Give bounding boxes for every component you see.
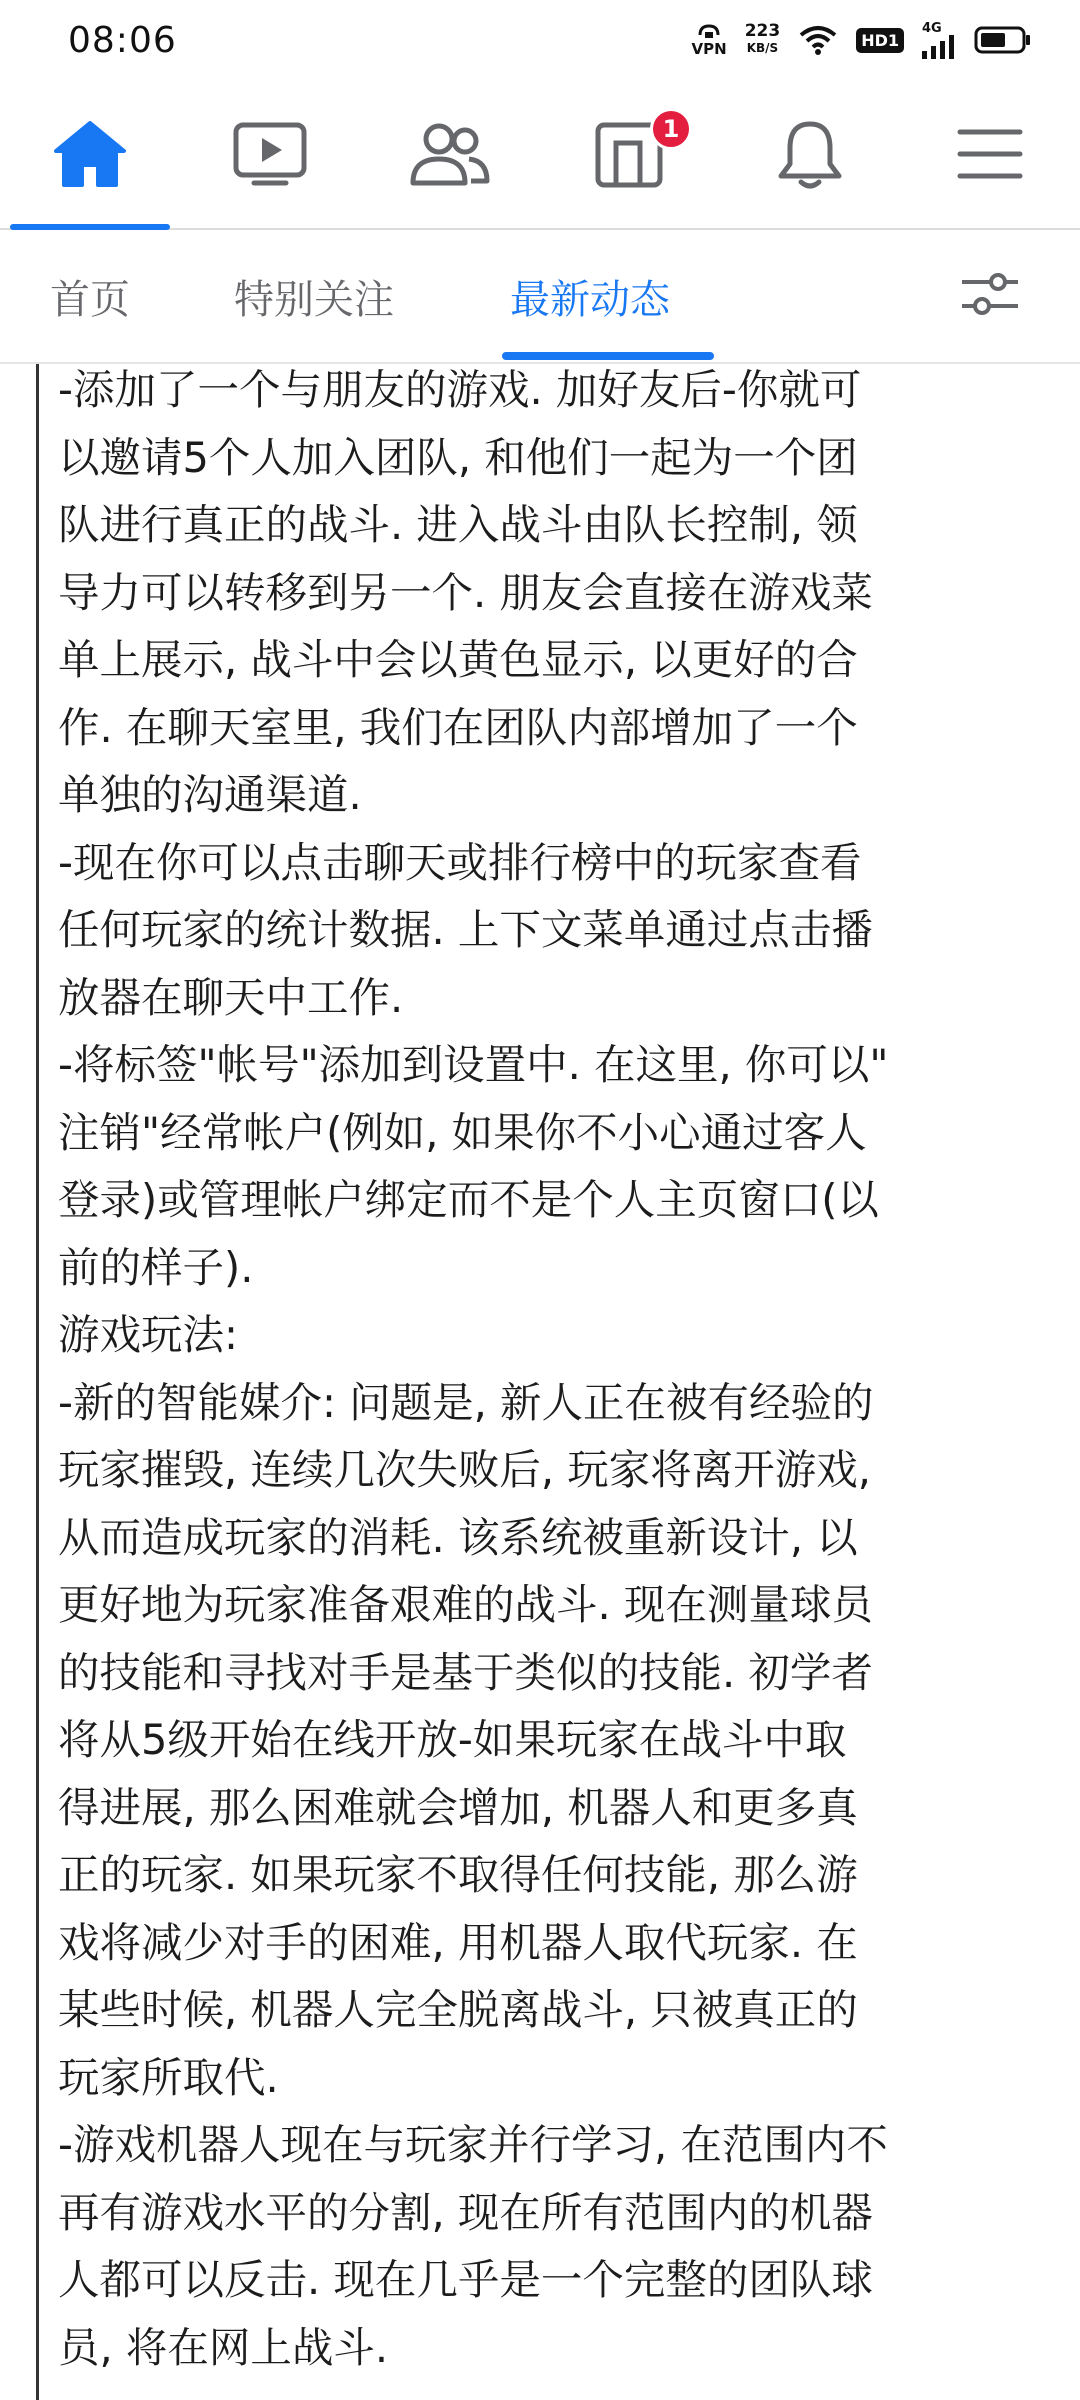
text-line: -新的智能媒介: 问题是, 新人正在被有经验的 — [58, 1377, 874, 1427]
text-line: 以邀请5个人加入团队, 和他们一起为一个团 — [58, 432, 858, 482]
network-speed — [745, 23, 781, 57]
text-line: 戏将减少对手的困难, 用机器人取代玩家. 在 — [58, 1917, 858, 1967]
bell-icon — [775, 118, 845, 190]
text-line: 得进展, 那么困难就会增加, 机器人和更多真 — [58, 1782, 858, 1832]
text-line: 导力可以转移到另一个. 朋友会直接在游戏菜 — [58, 567, 873, 617]
text-line: 玩家所取代. — [58, 2052, 279, 2102]
text-line: 正的玩家. 如果玩家不取得任何技能, 那么游 — [58, 1850, 858, 1899]
filter-sliders-icon[interactable] — [960, 270, 1020, 320]
text-line: 注销"经常帐户(例如, 如果你不小心通过客人 — [58, 1107, 867, 1157]
tab-favorites[interactable]: 特别关注 — [234, 277, 394, 323]
text-line: 将从5级开始在线开放-如果玩家在战斗中取 — [58, 1715, 847, 1764]
tab-active-underline — [502, 352, 714, 360]
text-line: 玩家摧毁, 连续几次失败后, 玩家将离开游戏, — [58, 1445, 871, 1494]
post-content — [0, 364, 1080, 2400]
text-line: 前的样子). — [58, 1242, 254, 1292]
nav-watch[interactable] — [190, 80, 350, 228]
status-bar — [0, 0, 1080, 80]
text-line: 再有游戏水平的分割, 现在所有范围内的机器 — [58, 2187, 873, 2237]
text-line: 作. 在聊天室里, 我们在团队内部增加了一个 — [58, 702, 858, 752]
vpn-icon — [692, 23, 727, 57]
friends-icon — [409, 121, 491, 187]
notification-badge: 1 — [650, 108, 692, 150]
vpn-label: VPN — [691, 40, 727, 58]
status-time: 08:06 — [68, 19, 177, 61]
text-line: 游戏玩法: — [58, 1310, 238, 1359]
feed-tabs — [0, 230, 1080, 364]
wifi-icon — [798, 25, 838, 55]
post-text — [58, 364, 1018, 2381]
signal-label: 4G — [922, 20, 942, 36]
network-speed-unit: KB/S — [746, 41, 779, 55]
network-speed-value: 223 — [744, 21, 781, 41]
text-line: -游戏机器人现在与玩家并行学习, 在范围内不 — [58, 2120, 888, 2169]
text-line: 更好地为玩家准备艰难的战斗. 现在测量球员 — [58, 1580, 873, 1629]
quote-bar — [36, 364, 39, 2400]
nav-marketplace[interactable] — [550, 80, 710, 228]
hamburger-menu-icon — [956, 126, 1024, 182]
text-line: 登录)或管理帐户绑定而不是个人主页窗口(以 — [58, 1175, 879, 1224]
video-icon — [232, 121, 308, 187]
home-icon — [52, 119, 128, 189]
status-icons — [692, 22, 1032, 59]
text-line: 员, 将在网上战斗. — [58, 2322, 389, 2372]
signal-icon — [922, 22, 956, 59]
text-line: 任何玩家的统计数据. 上下文菜单通过点击播 — [58, 905, 873, 954]
text-line: 从而造成玩家的消耗. 该系统被重新设计, 以 — [58, 1512, 858, 1562]
tab-most-recent[interactable]: 最新动态 — [510, 277, 670, 323]
battery-icon — [974, 25, 1032, 55]
nav-home[interactable] — [10, 80, 170, 228]
hd-icon: HD1 — [856, 28, 904, 53]
text-line: 的技能和寻找对手是基于类似的技能. 初学者 — [58, 1647, 873, 1697]
text-line: 某些时候, 机器人完全脱离战斗, 只被真正的 — [58, 1985, 858, 2034]
text-line: -将标签"帐号"添加到设置中. 在这里, 你可以" — [58, 1040, 889, 1089]
text-line: -现在你可以点击聊天或排行榜中的玩家查看 — [58, 837, 862, 887]
text-line: 单上展示, 战斗中会以黄色显示, 以更好的合 — [58, 635, 858, 684]
text-line: 放器在聊天中工作. — [58, 972, 404, 1022]
text-line: 队进行真正的战斗. 进入战斗由队长控制, 领 — [58, 500, 858, 549]
tab-home[interactable]: 首页 — [50, 277, 130, 323]
nav-notifications[interactable] — [730, 80, 890, 228]
text-line: 人都可以反击. 现在几乎是一个完整的团队球 — [58, 2255, 873, 2304]
text-line: -添加了一个与朋友的游戏. 加好友后-你就可 — [58, 365, 862, 414]
nav-friends[interactable] — [370, 80, 530, 228]
text-line: 单独的沟通渠道. — [58, 770, 362, 819]
nav-menu[interactable] — [910, 80, 1070, 228]
top-nav — [0, 80, 1080, 230]
